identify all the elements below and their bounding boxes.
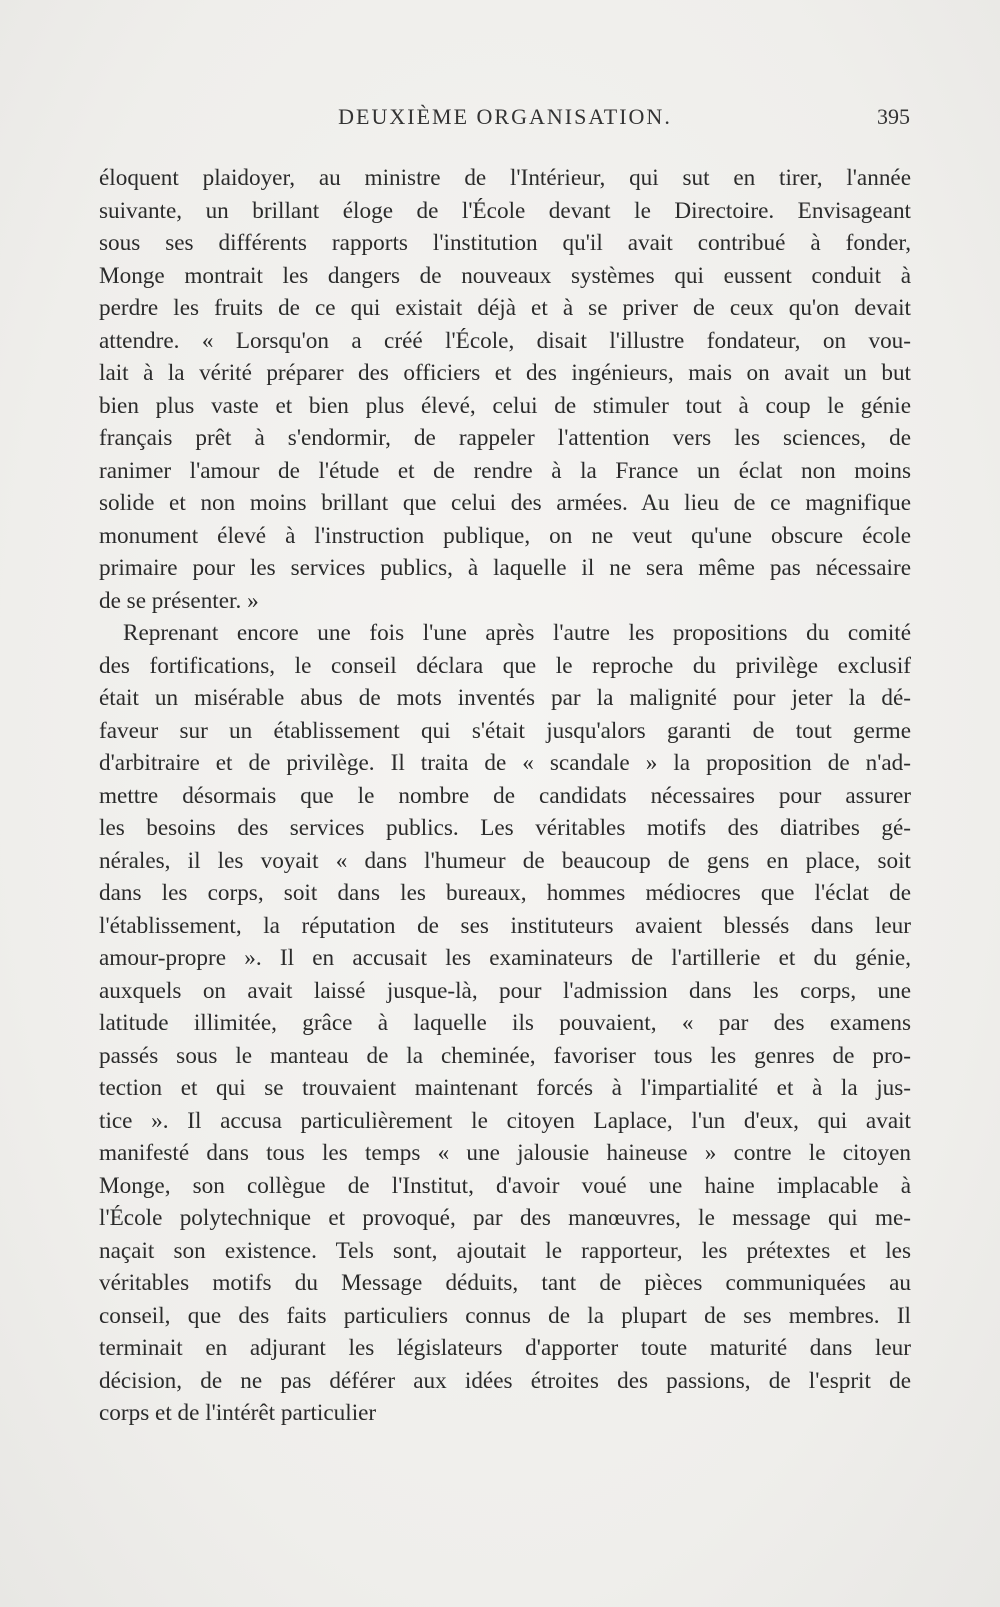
text-line: latitude illimitée, grâce à laquelle ils pouvaient, « par des examens — [99, 1010, 911, 1036]
text-line: passés sous le manteau de la cheminée, favoriser tous les genres de pro- — [99, 1042, 911, 1069]
text-line: d'arbitraire et de privilège. Il traita de « scandale » la proposition de n'ad- — [99, 750, 911, 776]
text-line: sous ses différents rapports l'institution qu'il avait contribué à fonder, — [99, 230, 911, 256]
text-line: français prêt à s'endormir, de rappeler l'attention vers les sciences, de — [99, 425, 911, 451]
text-line: mettre désormais que le nombre de candidats nécessaires pour assurer — [99, 782, 911, 809]
text-line: tection et qui se trouvaient maintenant forcés à l'impartialité et à la jus- — [99, 1075, 911, 1101]
text-line: suivante, un brillant éloge de l'École devant le Directoire. Envisageant — [99, 197, 911, 224]
body-text — [99, 162, 911, 1430]
text-line: de se présenter. » — [99, 587, 259, 614]
text-line: ranimer l'amour de l'étude et de rendre à la France un éclat non moins — [99, 457, 911, 484]
text-line: faveur sur un établissement qui s'était jusqu'alors garanti de tout germe — [99, 717, 911, 744]
text-line: décision, de ne pas déférer aux idées étroites des passions, de l'esprit de — [99, 1367, 911, 1394]
text-line: amour-propre ». Il en accusait les examinateurs de l'artillerie et du génie, — [99, 945, 911, 971]
text-line: naçait son existence. Tels sont, ajoutait le rapporteur, les prétextes et les — [99, 1237, 911, 1264]
text-line: Monge montrait les dangers de nouveaux systèmes qui eussent conduit à — [99, 262, 911, 289]
text-line: corps et de l'intérêt particulier — [99, 1400, 377, 1426]
text-line: manifesté dans tous les temps « une jalousie haineuse » contre le citoyen — [99, 1140, 911, 1166]
text-line: conseil, que des faits particuliers connus de la plupart de ses membres. Il — [99, 1302, 911, 1329]
text-line: lait à la vérité préparer des officiers et des ingénieurs, mais on avait un but — [99, 360, 911, 386]
text-line: bien plus vaste et bien plus élevé, celui de stimuler tout à coup le génie — [99, 392, 911, 419]
text-line: tice ». Il accusa particulièrement le citoyen Laplace, l'un d'eux, qui avait — [99, 1107, 911, 1134]
text-line: des fortifications, le conseil déclara que le reproche du privilège exclusif — [99, 652, 911, 679]
text-line: perdre les fruits de ce qui existait déjà et à se priver de ceux qu'on devait — [99, 295, 911, 321]
text-line: solide et non moins brillant que celui des armées. Au lieu de ce magnifique — [99, 490, 911, 516]
text-line: éloquent plaidoyer, au ministre de l'Intérieur, qui sut en tirer, l'année — [99, 165, 911, 191]
running-title: DEUXIÈME ORGANISATION. — [338, 104, 672, 129]
text-line: Reprenant encore une fois l'une après l'autre les propositions du comité — [123, 620, 911, 646]
running-head — [100, 104, 910, 144]
text-line: nérales, il les voyait « dans l'humeur de beaucoup de gens en place, soit — [99, 847, 911, 874]
text-line: véritables motifs du Message déduits, tant de pièces communiquées au — [99, 1270, 911, 1296]
text-line: dans les corps, soit dans les bureaux, hommes médiocres que l'éclat de — [99, 880, 911, 906]
text-line: monument élevé à l'instruction publique, on ne veut qu'une obscure école — [99, 522, 911, 549]
text-line: les besoins des services publics. Les véritables motifs des diatribes gé- — [99, 815, 911, 841]
text-line: attendre. « Lorsqu'on a créé l'École, disait l'illustre fondateur, on vou- — [99, 327, 911, 354]
text-line: était un misérable abus de mots inventés par la malignité pour jeter la dé- — [99, 685, 911, 711]
text-line: primaire pour les services publics, à laquelle il ne sera même pas nécessaire — [99, 555, 911, 581]
page-number: 395 — [877, 104, 910, 129]
text-line: auxquels on avait laissé jusque-là, pour l'admission dans les corps, une — [99, 977, 911, 1004]
text-line: l'École polytechnique et provoqué, par des manœuvres, le message qui me- — [99, 1205, 911, 1231]
text-line: l'établissement, la réputation de ses instituteurs avaient blessés dans leur — [99, 912, 911, 939]
text-line: Monge, son collègue de l'Institut, d'avoir voué une haine implacable à — [99, 1172, 911, 1199]
text-line: terminait en adjurant les législateurs d'apporter toute maturité dans leur — [99, 1335, 911, 1361]
